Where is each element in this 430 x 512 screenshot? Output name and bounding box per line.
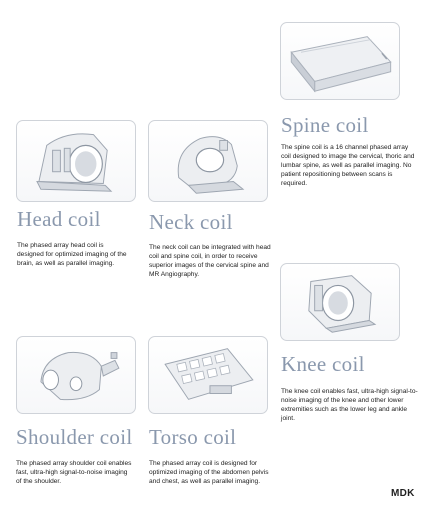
neck-coil-description: The neck coil can be integrated with head coil and spine coil, in order to receive superior images of the cervical spine and MR Angiography. <box>149 244 271 278</box>
head-coil-image <box>16 120 136 202</box>
brand-logo: MDK <box>391 488 415 499</box>
knee-coil-illustration <box>281 264 399 340</box>
shoulder-coil-title: Shoulder coil <box>16 425 133 449</box>
shoulder-coil-illustration <box>17 337 135 413</box>
spine-coil-illustration <box>281 23 399 99</box>
torso-coil-illustration <box>149 337 267 413</box>
neck-coil-illustration <box>149 121 267 201</box>
spine-coil-title: Spine coil <box>281 113 369 137</box>
head-coil-description: The phased array head coil is designed for optimized imaging of the brain, as well as parallel imaging. <box>17 242 127 267</box>
torso-coil-image <box>148 336 268 414</box>
knee-coil-title: Knee coil <box>281 352 365 376</box>
neck-coil-image <box>148 120 268 202</box>
shoulder-coil-image <box>16 336 136 414</box>
knee-coil-image <box>280 263 400 341</box>
neck-coil-title: Neck coil <box>149 210 233 234</box>
spine-coil-image <box>280 22 400 100</box>
head-coil-title: Head coil <box>17 207 101 231</box>
torso-coil-title: Torso coil <box>149 425 237 449</box>
spine-coil-description: The spine coil is a 16 channel phased array coil designed to image the cervical, thoric and lumbar spine, as well as parallel imaging. No patient repositioning between scans is required. <box>281 144 415 187</box>
shoulder-coil-description: The phased array shoulder coil enables fast, ultra-high signal-to-noise imaging of the shoulder. <box>16 460 132 485</box>
torso-coil-description: The phased array coil is designed for optimized imaging of the abdomen pelvis and chest, as well as parallel imaging. <box>149 460 269 485</box>
head-coil-illustration <box>17 121 135 201</box>
knee-coil-description: The knee coil enables fast, ultra-high signal-to-noise imaging of the knee and other lower extremities such as the lower leg and ankle joint. <box>281 388 418 422</box>
